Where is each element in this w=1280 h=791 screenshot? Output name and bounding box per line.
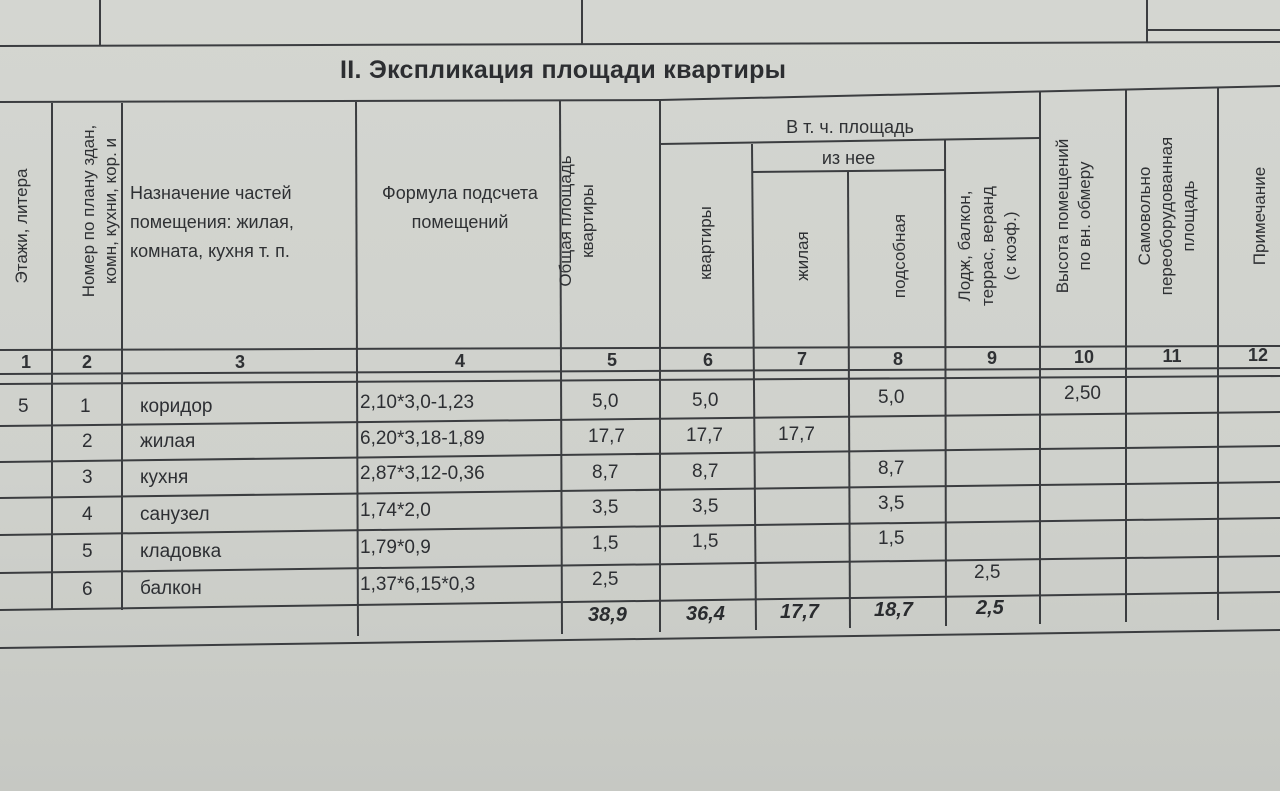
row5-number: 5 [82, 541, 93, 562]
row1-formula: 2,10*3,0-1,23 [360, 392, 475, 413]
column-number: 8 [892, 349, 903, 369]
section-title: II. Экспликация площади квартиры [340, 56, 787, 84]
row6-formula: 1,37*6,15*0,3 [360, 574, 476, 595]
row3-number: 3 [82, 467, 93, 488]
header-total-line2: квартиры [578, 184, 597, 258]
row3-name: кухня [140, 467, 189, 488]
row5-apartment: 1,5 [692, 531, 719, 552]
row5-auxiliary: 1,5 [878, 528, 905, 549]
column-number: 6 [702, 350, 713, 370]
total-loggia: 2,5 [976, 597, 1004, 619]
row3-auxiliary: 8,7 [878, 458, 905, 479]
header-loggia-line3: (с коэф.) [1001, 211, 1020, 281]
row3-formula: 2,87*3,12-0,36 [360, 463, 485, 484]
column-number: 10 [1073, 347, 1095, 367]
row4-apartment: 3,5 [692, 496, 719, 517]
row1-auxiliary: 5,0 [878, 387, 905, 408]
header-total-line1: Общая площадь [556, 155, 575, 287]
row2-total: 17,7 [588, 426, 625, 447]
header-formula: Формула подсчета помещений [382, 183, 538, 232]
header-number-line2: комн, кухни, кор. и [101, 137, 120, 285]
row4-auxiliary: 3,5 [878, 493, 905, 514]
header-unauthorized-line2: переоборудованная [1157, 136, 1176, 296]
header-height-line2: по вн. обмеру [1075, 161, 1094, 271]
row5-formula: 1,79*0,9 [360, 537, 431, 558]
header-unauthorized-line1: Самовольно [1135, 166, 1154, 266]
header-purpose: Назначение частей помещения: жилая, комната, кухня т. п. [130, 183, 294, 261]
row1-name: коридор [140, 396, 213, 417]
row1-number: 1 [80, 396, 91, 417]
column-number: 7 [796, 349, 807, 369]
column-number: 11 [1162, 346, 1182, 366]
total-living: 17,7 [780, 601, 819, 623]
row1-floor: 5 [18, 396, 29, 417]
header-apartment: квартиры [696, 206, 715, 280]
row2-number: 2 [82, 431, 93, 452]
column-number: 1 [20, 352, 31, 372]
row2-apartment: 17,7 [686, 425, 723, 446]
row2-formula: 6,20*3,18-1,89 [360, 428, 485, 449]
row1-total: 5,0 [592, 391, 619, 412]
header-loggia-line2: террас, веранд [978, 186, 997, 306]
header-note: Примечание [1250, 166, 1269, 266]
column-number: 3 [234, 352, 245, 372]
row5-total: 1,5 [592, 533, 619, 554]
column-number: 12 [1247, 345, 1269, 365]
row6-loggia: 2,5 [974, 562, 1001, 583]
total-auxiliary: 18,7 [874, 599, 913, 621]
row6-total: 2,5 [592, 569, 619, 590]
total-apartment: 36,4 [686, 603, 725, 625]
row4-name: санузел [140, 504, 210, 525]
header-living: жилая [793, 231, 812, 281]
row4-formula: 1,74*2,0 [360, 500, 431, 521]
total-area: 38,9 [588, 604, 627, 626]
header-unauthorized-line3: площадь [1179, 180, 1198, 252]
header-floors: Этажи, литера [12, 168, 31, 284]
row5-name: кладовка [140, 541, 222, 562]
row6-name: балкон [140, 578, 202, 599]
row2-name: жилая [140, 431, 196, 452]
row2-living: 17,7 [778, 424, 815, 445]
column-number: 9 [986, 348, 997, 368]
header-loggia-line1: Лодж, балкон, [955, 190, 974, 302]
header-height-line1: Высота помещений [1053, 138, 1072, 294]
row6-number: 6 [82, 579, 93, 600]
column-number: 2 [81, 352, 92, 372]
row4-total: 3,5 [592, 497, 619, 518]
header-number-line1: Номер по плану здан, [79, 124, 98, 298]
header-group: В т. ч. площадь [786, 117, 914, 137]
row3-apartment: 8,7 [692, 461, 719, 482]
header-subgroup: из нее [821, 148, 876, 168]
column-number: 4 [454, 351, 465, 371]
column-number: 5 [606, 350, 617, 370]
row1-height: 2,50 [1064, 383, 1101, 404]
header-auxiliary: подсобная [890, 213, 909, 299]
row3-total: 8,7 [592, 462, 619, 483]
row4-number: 4 [82, 504, 93, 525]
row1-apartment: 5,0 [692, 390, 719, 411]
